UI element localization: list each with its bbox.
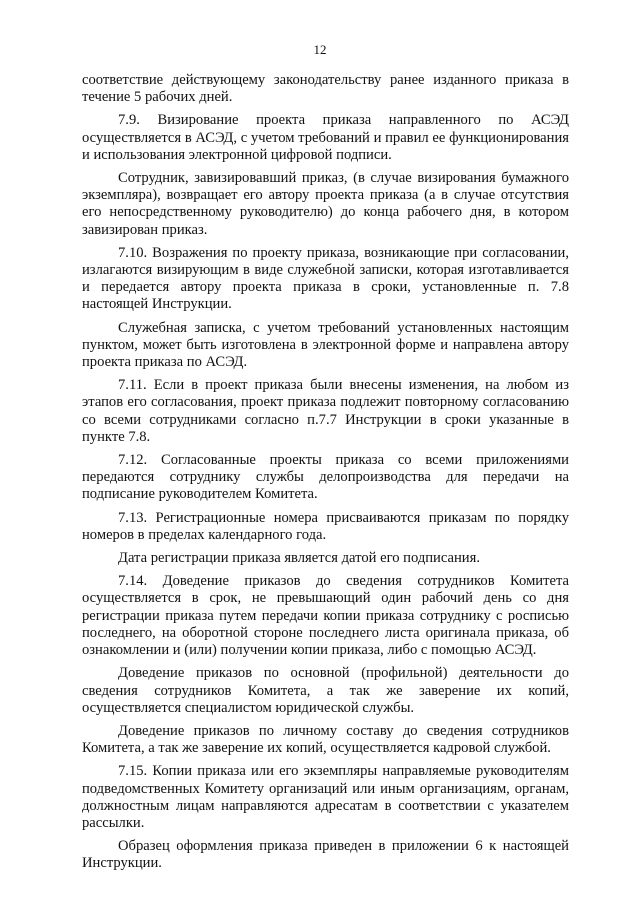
paragraph-7-15: 7.15. Копии приказа или его экземпляры направляемые руководителям подведомственных Комитету организаций или иным организациям, органам, должностным лицам направляются адресатам в соответствии с указателем рассылки. (82, 763, 569, 831)
paragraph-7-13: 7.13. Регистрационные номера присваиваются приказам по порядку номеров в пределах календарного года. (82, 509, 569, 543)
paragraph-7-15-sample: Образец оформления приказа приведен в приложении 6 к настоящей Инструкции. (82, 838, 569, 872)
paragraph-7-14-hr: Доведение приказов по личному составу до сведения сотрудников Комитета, а так же заверение их копий, осуществляется кадровой службой. (82, 722, 569, 757)
paragraph-7-11: 7.11. Если в проект приказа были внесены изменения, на любом из этапов его согласования, проект приказа подлежит повторному согласованию со всеми сотрудниками согласно п.7.7 Инструкции в сроки указанные в пункте 7.8. (82, 377, 569, 445)
paragraph-7-14-legal: Доведение приказов по основной (профильной) деятельности до сведения сотрудников Комитета, а так же заверение их копий, осуществляется специалистом юридической службы. (82, 665, 569, 716)
paragraph-7-9-employee: Сотрудник, завизировавший приказ, (в случае визирования бумажного экземпляра), возвращает его автору проекта приказа (а в случае отсутствия его непосредственному руководителю) до конца рабочего дня, в котором завизирован приказ. (82, 170, 569, 238)
paragraph-continuation: соответствие действующему законодательству ранее изданного приказа в течение 5 рабочих дней. (82, 72, 569, 106)
page-number: 12 (313, 42, 327, 57)
paragraph-7-10-memo: Служебная записка, с учетом требований установленных настоящим пунктом, может быть изготовлена в электронной форме и направлена автору проекта приказа по АСЭД. (82, 319, 569, 371)
document-body (82, 72, 569, 879)
paragraph-7-13-date: Дата регистрации приказа является датой его подписания. (118, 550, 480, 567)
paragraph-7-12: 7.12. Согласованные проекты приказа со всеми приложениями передаются сотруднику службы делопроизводства для передачи на подписание руководителем Комитета. (82, 452, 569, 503)
paragraph-7-14: 7.14. Доведение приказов до сведения сотрудников Комитета осуществляется в срок, не превышающий один рабочий день со дня регистрации приказа путем передачи копии приказа сотруднику с росписью последнего, на оборотной стороне последнего листа оригинала приказа, об ознакомлении и (или) получении копии приказа, либо с помощью АСЭД. (82, 573, 569, 659)
paragraph-7-10: 7.10. Возражения по проекту приказа, возникающие при согласовании, излагаются визирующим в виде служебной записки, которая изготавливается и передается автору проекта приказа в сроки, установленные п. 7.8 настоящей Инструкции. (82, 244, 569, 313)
paragraph-7-9: 7.9. Визирование проекта приказа направленного по АСЭД осуществляется в АСЭД, с учетом требований и правил ее функционирования и использования электронной цифровой подписи. (82, 112, 569, 163)
